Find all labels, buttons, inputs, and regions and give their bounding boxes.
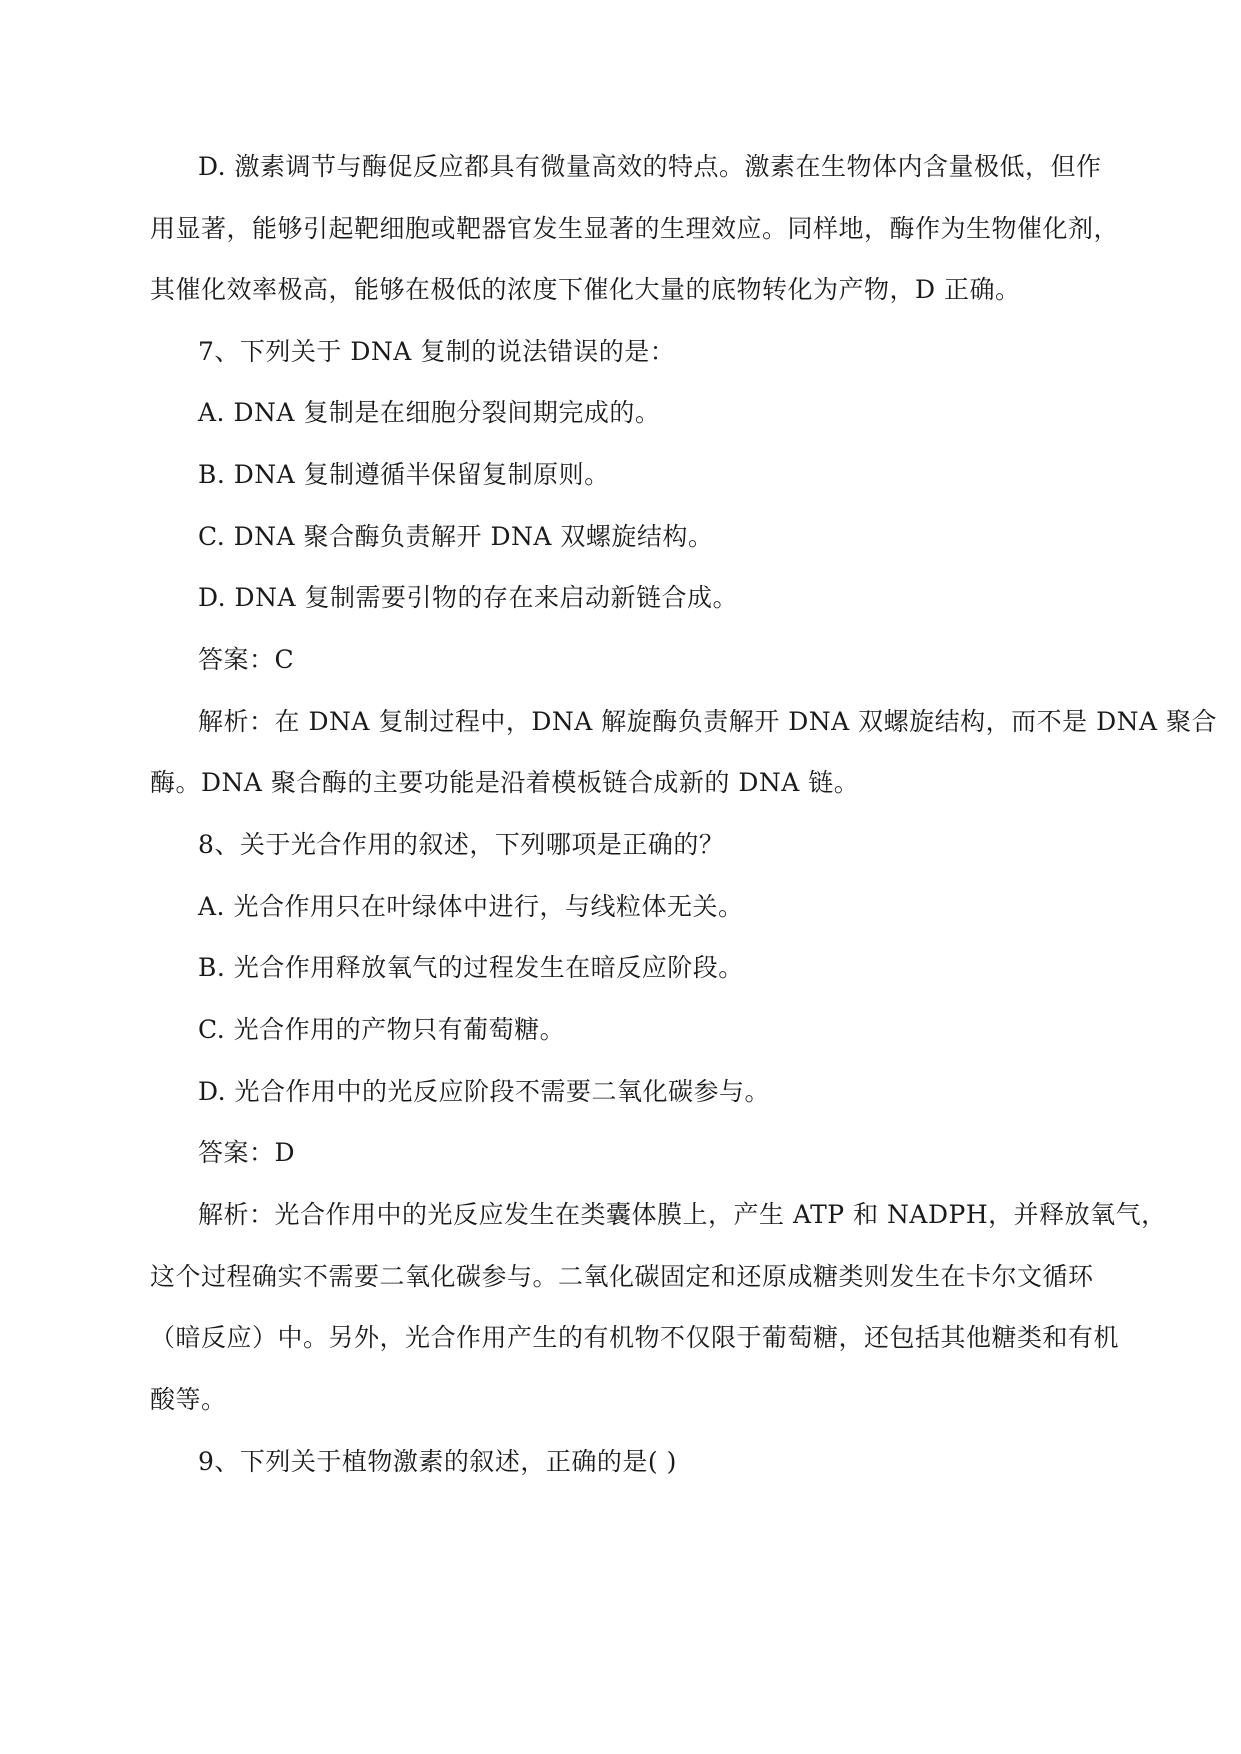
q9-stem: 9、下列关于植物激素的叙述，正确的是( ) bbox=[198, 1447, 677, 1476]
q7-stem: 7、下列关于 DNA 复制的说法错误的是： bbox=[198, 337, 676, 366]
q8-option-a: A. 光合作用只在叶绿体中进行，与线粒体无关。 bbox=[198, 892, 744, 921]
q8-option-c: C. 光合作用的产物只有葡萄糖。 bbox=[198, 1015, 566, 1044]
q7-analysis-line-2: 酶。DNA 聚合酶的主要功能是沿着模板链合成新的 DNA 链。 bbox=[150, 768, 860, 797]
q7-option-a: A. DNA 复制是在细胞分裂间期完成的。 bbox=[198, 398, 661, 427]
q8-analysis-line-4: 酸等。 bbox=[150, 1385, 227, 1414]
q8-stem: 8、关于光合作用的叙述，下列哪项是正确的？ bbox=[198, 830, 725, 859]
q7-option-b: B. DNA 复制遵循半保留复制原则。 bbox=[198, 460, 610, 489]
q6-option-d-line-3: 其催化效率极高，能够在极低的浓度下催化大量的底物转化为产物，D 正确。 bbox=[150, 275, 1021, 304]
q8-analysis-line-3: （暗反应）中。另外，光合作用产生的有机物不仅限于葡萄糖，还包括其他糖类和有机 bbox=[150, 1323, 1120, 1352]
q7-analysis-line-1: 解析：在 DNA 复制过程中，DNA 解旋酶负责解开 DNA 双螺旋结构，而不是 DNA 聚合 bbox=[198, 707, 1218, 736]
q7-option-d: D. DNA 复制需要引物的存在来启动新链合成。 bbox=[198, 583, 738, 612]
q8-analysis-line-2: 这个过程确实不需要二氧化碳参与。二氧化碳固定和还原成糖类则发生在卡尔文循环 bbox=[150, 1262, 1094, 1291]
q8-answer: 答案：D bbox=[198, 1138, 296, 1167]
q7-answer: 答案：C bbox=[198, 645, 295, 674]
q6-option-d-line-2: 用显著，能够引起靶细胞或靶器官发生显著的生理效应。同样地，酶作为生物催化剂， bbox=[150, 214, 1120, 243]
q7-option-c: C. DNA 聚合酶负责解开 DNA 双螺旋结构。 bbox=[198, 522, 714, 551]
q8-analysis-line-1: 解析：光合作用中的光反应发生在类囊体膜上，产生 ATP 和 NADPH，并释放氧气， bbox=[198, 1200, 1167, 1229]
q6-option-d-line-1: D. 激素调节与酶促反应都具有微量高效的特点。激素在生物体内含量极低，但作 bbox=[198, 152, 1102, 181]
q8-option-d: D. 光合作用中的光反应阶段不需要二氧化碳参与。 bbox=[198, 1077, 771, 1106]
q8-option-b: B. 光合作用释放氧气的过程发生在暗反应阶段。 bbox=[198, 953, 744, 982]
